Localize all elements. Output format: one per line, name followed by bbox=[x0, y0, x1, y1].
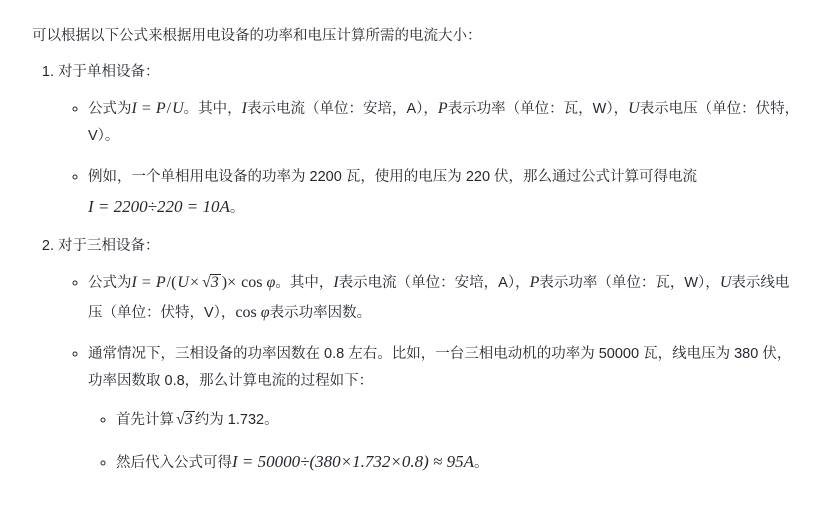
step1-lead: 首先计算 bbox=[116, 411, 174, 428]
list-item-single-phase bbox=[58, 62, 803, 222]
section-heading-single-phase: 对于单相设备： bbox=[58, 63, 160, 80]
sublist-single-phase bbox=[58, 94, 803, 223]
example-tail: 。 bbox=[229, 199, 245, 216]
list-item-single-phase-example bbox=[88, 164, 803, 222]
sublist-three-phase bbox=[58, 268, 803, 478]
section-heading-three-phase: 对于三相设备： bbox=[58, 238, 160, 255]
symbol-I: I bbox=[241, 99, 247, 117]
desc-U: 表示电压（单位：伏特，V） bbox=[88, 100, 800, 145]
sublist-three-phase-steps bbox=[88, 405, 803, 478]
formula-prefix-3p: 公式为 bbox=[88, 274, 132, 291]
symbol-I-3p: I bbox=[333, 273, 339, 291]
list-item-three-phase-formula bbox=[88, 268, 803, 327]
inline-formula-three-phase: I = P/(U× √3 )× cos φ bbox=[131, 273, 276, 291]
example-text: 例如，一个单相用电设备的功率为 2200 瓦，使用的电压为 220 伏，那么通过公式计算可得电流 bbox=[88, 168, 698, 185]
symbol-U: U bbox=[628, 99, 640, 117]
list-item-three-phase bbox=[58, 236, 803, 478]
list-item-step-result bbox=[116, 446, 803, 477]
desc-I-3p: 表示电流（单位：安培，A）， bbox=[338, 274, 530, 291]
symbol-P-3p: P bbox=[529, 273, 540, 291]
example-text-3p: 通常情况下，三相设备的功率因数在 0.8 左右。比如，一台三相电动机的功率为 50000 瓦，线电压为 380 伏，功率因数取 0.8，那么计算电流的过程如下： bbox=[88, 346, 792, 389]
step2-trail: 。 bbox=[474, 455, 489, 472]
desc-P: 表示功率（单位：瓦，W）， bbox=[447, 100, 629, 117]
list-item-three-phase-example bbox=[88, 341, 803, 478]
display-formula-single-phase: I = 2200÷220 = 10A bbox=[88, 196, 230, 216]
desc-cos-phi: 表示功率因数。 bbox=[269, 304, 372, 321]
formula-suffix: 。其中， bbox=[183, 100, 242, 117]
desc-U-3p: 表示线电压（单位：伏特，V）， bbox=[88, 274, 790, 321]
inline-formula-sqrt3: √3 bbox=[176, 410, 193, 428]
symbol-cos-phi: cos φ bbox=[235, 303, 270, 321]
list-item-step-sqrt3 bbox=[116, 405, 803, 435]
desc-P-3p: 表示功率（单位：瓦，W）， bbox=[539, 274, 720, 291]
symbol-U-3p: U bbox=[719, 273, 732, 291]
ordered-list bbox=[32, 62, 803, 478]
list-item-single-phase-formula bbox=[88, 94, 803, 150]
formula-tail: 。 bbox=[104, 128, 120, 145]
symbol-P: P bbox=[437, 99, 448, 117]
step1-trail: 约为 1.732。 bbox=[194, 411, 279, 428]
formula-prefix: 公式为 bbox=[88, 100, 132, 117]
formula-suffix-3p: 。其中， bbox=[275, 274, 334, 291]
desc-I: 表示电流（单位：安培，A）， bbox=[246, 100, 438, 117]
display-formula-three-phase: I = 50000÷(380×1.732×0.8) ≈ 95A bbox=[232, 452, 475, 472]
inline-formula-single-phase: I = P/U bbox=[131, 99, 184, 117]
step2-lead: 然后代入公式可得 bbox=[116, 455, 232, 472]
intro-paragraph: 可以根据以下公式来根据用电设备的功率和电压计算所需的电流大小： bbox=[32, 28, 482, 44]
